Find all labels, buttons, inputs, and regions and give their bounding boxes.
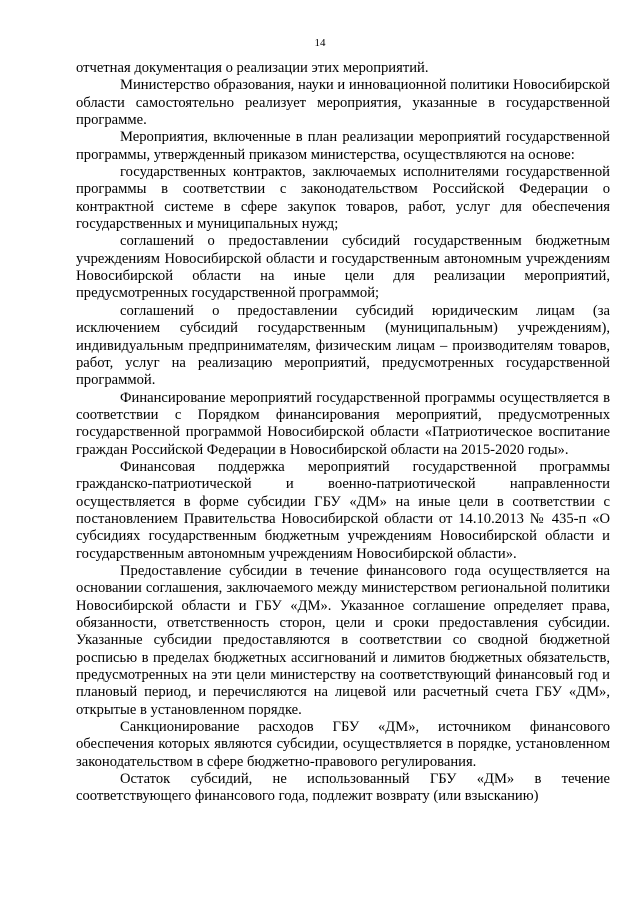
paragraph-financial-support: Финансовая поддержка мероприятий государственной программы гражданско-патриотической и военно-патриотической направленности осуществляется в форме субсидии ГБУ «ДМ» на иные цели в соответствии с постановлением Правительства Новосибирской области от 14.10.2013 № 435-п «О субсидиях государственным бюджетным учреждениям Новосибирской области и государственным автономным учреждениям Новосибирской области». [76, 458, 610, 562]
paragraph-subsidy-provision: Предоставление субсидии в течение финансового года осуществляется на основании соглашения, заключаемого между министерством региональной политики Новосибирской области и ГБУ «ДМ». Указанное соглашение определяет права, обязанности, ответственность сторон, цели и сроки предоставления субсидии. Указанные субсидии предоставляются в соответствии со сводной бюджетной росписью в пределах бюджетных ассигнований и лимитов бюджетных обязательств, предусмотренных на эти цели министерству на соответствующий финансовый год и плановый период, и перечисляются на лицевой или расчетный счета ГБУ «ДМ», открытые в установленном порядке. [76, 562, 610, 718]
paragraph-expense-authorization: Санкционирование расходов ГБУ «ДМ», источником финансового обеспечения которых являются субсидии, осуществляется в порядке, установленном законодательством в сфере бюджетно-правового регулирования. [76, 719, 610, 770]
paragraph-subsidy-remainder: Остаток субсидий, не использованный ГБУ «ДМ» в течение соответствующего финансового года, подлежит возврату (или взысканию) [76, 771, 610, 805]
paragraph-state-contracts: государственных контрактов, заключаемых исполнителями государственной программы в соответствии с законодательством Российской Федерации о контрактной системе в сфере закупок товаров, работ, услуг для обеспечения государственных и муниципальных нужд; [76, 164, 610, 233]
page-number: 14 [314, 37, 326, 49]
paragraph-subsidy-agreements-legal-entities: соглашений о предоставлении субсидий юридическим лицам (за исключением субсидий государственным (муниципальным) учреждениям), индивидуальным предпринимателям, физическим лицам – производителям товаров, работ, услуг на реализацию мероприятий, предусмотренных государственной программой. [76, 302, 610, 389]
paragraph-financing: Финансирование мероприятий государственной программы осуществляется в соответствии с Порядком финансирования мероприятий, предусмотренных государственной программой Новосибирской области «Патриотическое воспитание граждан Российской Федерации в Новосибирской области на 2015-2020 годы». [76, 389, 610, 458]
paragraph-report-docs: отчетная документация о реализации этих мероприятий. [76, 60, 429, 76]
document-body [76, 60, 610, 806]
paragraph-ministry: Министерство образования, науки и инновационной политики Новосибирской области самостоятельно реализует мероприятия, указанные в государственной программе. [76, 77, 610, 129]
paragraph-subsidy-agreements-institutions: соглашений о предоставлении субсидий государственным бюджетным учреждениям Новосибирской области и государственным автономным учреждениям Новосибирской области на иные цели для реализации мероприятий, предусмотренных государственной программой; [76, 233, 610, 302]
paragraph-measures-basis: Мероприятия, включенные в план реализации мероприятий государственной программы, утвержденный приказом министерства, осуществляются на основе: [76, 129, 610, 163]
